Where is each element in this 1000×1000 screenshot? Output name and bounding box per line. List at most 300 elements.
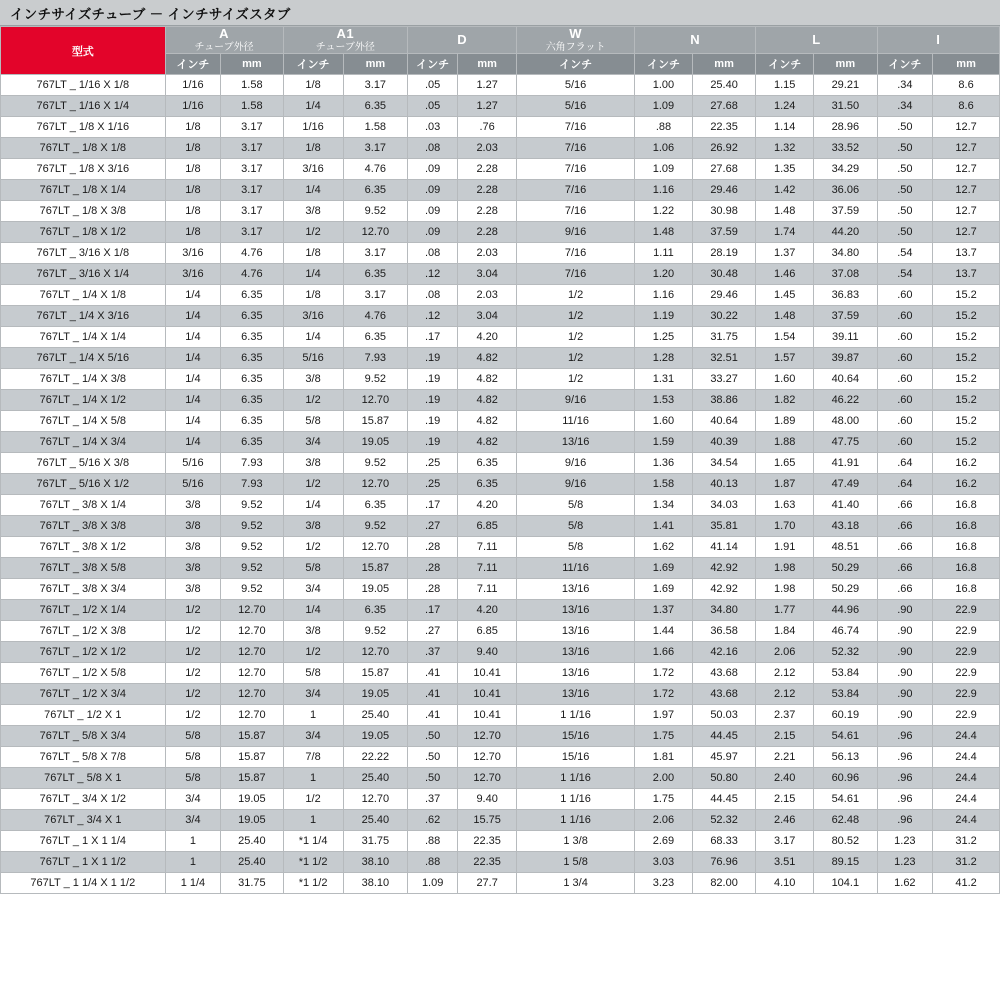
cell-value: 1.46 <box>756 264 814 285</box>
cell-model: 767LT _ 1/16 X 1/8 <box>1 75 166 96</box>
header-unit-9: インチ <box>756 54 814 75</box>
cell-value: 6.35 <box>221 285 283 306</box>
cell-value: 9.40 <box>458 642 517 663</box>
cell-value: 12.70 <box>343 642 408 663</box>
table-row <box>1 810 1000 831</box>
cell-value: 19.05 <box>221 789 283 810</box>
header-group-row <box>1 27 1000 54</box>
cell-value: 40.64 <box>692 411 755 432</box>
cell-value: 15.2 <box>933 390 1000 411</box>
cell-value: .50 <box>877 180 933 201</box>
cell-value: 1/4 <box>165 390 221 411</box>
table-row <box>1 243 1000 264</box>
cell-value: 44.45 <box>692 789 755 810</box>
header-group-W-sub: 六角フラット <box>545 41 606 53</box>
cell-value: 1.59 <box>635 432 693 453</box>
cell-value: 1/4 <box>165 327 221 348</box>
cell-value: 3/8 <box>165 537 221 558</box>
cell-value: 1/8 <box>165 138 221 159</box>
cell-value: 3.23 <box>635 873 693 894</box>
cell-value: 1.16 <box>635 285 693 306</box>
header-model: 型式 <box>1 27 166 75</box>
cell-value: .25 <box>408 474 458 495</box>
cell-value: 15.87 <box>343 663 408 684</box>
cell-value: 1/4 <box>165 348 221 369</box>
cell-value: 40.64 <box>814 369 877 390</box>
cell-value: 6.35 <box>221 369 283 390</box>
cell-value: 3.51 <box>756 852 814 873</box>
cell-value: 22.9 <box>933 621 1000 642</box>
cell-value: 2.28 <box>458 222 517 243</box>
cell-value: 4.76 <box>221 264 283 285</box>
cell-value: 1.60 <box>635 411 693 432</box>
cell-value: .50 <box>877 222 933 243</box>
cell-value: 28.96 <box>814 117 877 138</box>
cell-value: 34.80 <box>692 600 755 621</box>
cell-value: 41.14 <box>692 537 755 558</box>
cell-value: 1.23 <box>877 852 933 873</box>
cell-value: 1.36 <box>635 453 693 474</box>
cell-value: 3/4 <box>165 789 221 810</box>
cell-value: 53.84 <box>814 663 877 684</box>
cell-value: 2.28 <box>458 201 517 222</box>
cell-value: 15.2 <box>933 327 1000 348</box>
cell-value: 42.92 <box>692 558 755 579</box>
cell-value: 31.75 <box>343 831 408 852</box>
table-header <box>1 27 1000 75</box>
cell-value: 48.00 <box>814 411 877 432</box>
cell-value: 1/2 <box>283 222 343 243</box>
cell-value: 13/16 <box>517 579 635 600</box>
cell-value: 7.93 <box>221 474 283 495</box>
cell-value: 7/16 <box>517 264 635 285</box>
cell-value: .28 <box>408 537 458 558</box>
cell-value: 1.34 <box>635 495 693 516</box>
cell-value: 13/16 <box>517 600 635 621</box>
cell-value: 33.52 <box>814 138 877 159</box>
cell-value: 54.61 <box>814 789 877 810</box>
cell-value: 44.45 <box>692 726 755 747</box>
table-row <box>1 222 1000 243</box>
cell-value: 30.48 <box>692 264 755 285</box>
cell-value: 15.2 <box>933 369 1000 390</box>
cell-value: 3/8 <box>165 579 221 600</box>
table-row <box>1 411 1000 432</box>
cell-value: .17 <box>408 600 458 621</box>
cell-model: 767LT _ 1/4 X 3/8 <box>1 369 166 390</box>
cell-value: 1 <box>283 705 343 726</box>
cell-value: 6.35 <box>343 96 408 117</box>
cell-value: 7/16 <box>517 201 635 222</box>
cell-value: 5/16 <box>165 474 221 495</box>
cell-value: 3/4 <box>283 432 343 453</box>
cell-value: 1/4 <box>165 411 221 432</box>
cell-value: 3/16 <box>165 243 221 264</box>
cell-value: 9.52 <box>221 537 283 558</box>
cell-value: .25 <box>408 453 458 474</box>
cell-value: .66 <box>877 558 933 579</box>
cell-value: 50.80 <box>692 768 755 789</box>
cell-value: 11/16 <box>517 558 635 579</box>
cell-value: 1.63 <box>756 495 814 516</box>
cell-value: 2.06 <box>756 642 814 663</box>
header-unit-3: mm <box>343 54 408 75</box>
cell-value: 4.76 <box>343 306 408 327</box>
cell-value: 1/4 <box>165 285 221 306</box>
cell-value: 52.32 <box>814 642 877 663</box>
cell-model: 767LT _ 1 X 1 1/2 <box>1 852 166 873</box>
cell-value: 5/8 <box>165 747 221 768</box>
cell-value: 89.15 <box>814 852 877 873</box>
cell-value: 1.06 <box>635 138 693 159</box>
cell-value: .28 <box>408 579 458 600</box>
cell-model: 767LT _ 5/8 X 3/4 <box>1 726 166 747</box>
cell-value: 28.19 <box>692 243 755 264</box>
cell-value: .60 <box>877 390 933 411</box>
cell-value: 9.52 <box>343 453 408 474</box>
cell-value: 38.86 <box>692 390 755 411</box>
table-row <box>1 138 1000 159</box>
cell-value: .08 <box>408 285 458 306</box>
cell-value: 9.40 <box>458 789 517 810</box>
cell-value: 1/8 <box>283 138 343 159</box>
cell-value: 1/2 <box>165 663 221 684</box>
cell-value: 12.7 <box>933 117 1000 138</box>
cell-value: 7.11 <box>458 537 517 558</box>
cell-value: 1/2 <box>283 537 343 558</box>
cell-value: 16.8 <box>933 579 1000 600</box>
cell-value: 24.4 <box>933 789 1000 810</box>
cell-value: 5/8 <box>283 411 343 432</box>
cell-value: 38.10 <box>343 852 408 873</box>
cell-model: 767LT _ 1/8 X 1/4 <box>1 180 166 201</box>
cell-value: 1.98 <box>756 558 814 579</box>
cell-value: 1 1/16 <box>517 810 635 831</box>
cell-value: 12.70 <box>343 222 408 243</box>
cell-value: .05 <box>408 96 458 117</box>
cell-value: 36.58 <box>692 621 755 642</box>
cell-value: 1.62 <box>877 873 933 894</box>
cell-value: 16.8 <box>933 495 1000 516</box>
cell-value: 1/2 <box>165 600 221 621</box>
cell-value: 1/2 <box>283 390 343 411</box>
cell-value: 25.40 <box>343 705 408 726</box>
cell-value: 1/2 <box>517 285 635 306</box>
cell-value: 2.00 <box>635 768 693 789</box>
cell-value: .41 <box>408 684 458 705</box>
table-row <box>1 75 1000 96</box>
cell-value: 6.35 <box>343 495 408 516</box>
table-row <box>1 432 1000 453</box>
cell-value: 1.27 <box>458 96 517 117</box>
cell-value: 8.6 <box>933 96 1000 117</box>
cell-value: 6.35 <box>221 390 283 411</box>
table-row <box>1 768 1000 789</box>
cell-value: .90 <box>877 705 933 726</box>
cell-value: *1 1/4 <box>283 831 343 852</box>
cell-value: 31.50 <box>814 96 877 117</box>
cell-value: 12.70 <box>343 474 408 495</box>
cell-value: 1.70 <box>756 516 814 537</box>
cell-value: 5/8 <box>517 516 635 537</box>
cell-value: 1.31 <box>635 369 693 390</box>
cell-value: 40.39 <box>692 432 755 453</box>
cell-model: 767LT _ 3/8 X 5/8 <box>1 558 166 579</box>
cell-value: 2.12 <box>756 663 814 684</box>
cell-value: .12 <box>408 264 458 285</box>
cell-value: 1/16 <box>165 96 221 117</box>
cell-value: 6.85 <box>458 516 517 537</box>
cell-value: 1/16 <box>165 75 221 96</box>
cell-value: 1.09 <box>408 873 458 894</box>
cell-value: 13.7 <box>933 264 1000 285</box>
cell-value: 15/16 <box>517 747 635 768</box>
cell-value: 6.35 <box>221 306 283 327</box>
cell-value: .19 <box>408 348 458 369</box>
cell-value: 12.70 <box>221 663 283 684</box>
cell-model: 767LT _ 1/2 X 3/8 <box>1 621 166 642</box>
cell-value: 3.17 <box>221 117 283 138</box>
cell-value: 54.61 <box>814 726 877 747</box>
cell-value: 1/4 <box>283 264 343 285</box>
cell-value: 42.92 <box>692 579 755 600</box>
cell-value: .90 <box>877 600 933 621</box>
table-row <box>1 684 1000 705</box>
cell-value: 9.52 <box>343 621 408 642</box>
sheet-title-bar <box>0 0 1000 26</box>
cell-value: 1/2 <box>165 621 221 642</box>
cell-value: 1 <box>283 810 343 831</box>
cell-value: .09 <box>408 222 458 243</box>
cell-value: .96 <box>877 768 933 789</box>
cell-value: 2.37 <box>756 705 814 726</box>
cell-value: 3/8 <box>283 201 343 222</box>
cell-value: 3/8 <box>165 495 221 516</box>
cell-model: 767LT _ 3/8 X 3/4 <box>1 579 166 600</box>
header-group-I-main: I <box>936 31 941 47</box>
cell-value: 43.18 <box>814 516 877 537</box>
cell-value: 1/4 <box>165 306 221 327</box>
cell-value: 42.16 <box>692 642 755 663</box>
cell-value: 6.85 <box>458 621 517 642</box>
cell-value: 2.40 <box>756 768 814 789</box>
cell-value: 1.98 <box>756 579 814 600</box>
cell-value: 1.97 <box>635 705 693 726</box>
cell-value: .66 <box>877 579 933 600</box>
cell-value: 15.87 <box>221 768 283 789</box>
cell-value: 24.4 <box>933 810 1000 831</box>
cell-value: 1/4 <box>165 369 221 390</box>
cell-value: 30.22 <box>692 306 755 327</box>
cell-value: 6.35 <box>343 600 408 621</box>
cell-value: 3.17 <box>343 243 408 264</box>
cell-value: 37.08 <box>814 264 877 285</box>
cell-value: 1.66 <box>635 642 693 663</box>
cell-value: 22.35 <box>692 117 755 138</box>
cell-value: 3.03 <box>635 852 693 873</box>
cell-value: 31.2 <box>933 831 1000 852</box>
cell-value: 2.06 <box>635 810 693 831</box>
cell-value: 1/4 <box>283 600 343 621</box>
cell-value: 2.12 <box>756 684 814 705</box>
cell-value: 2.03 <box>458 243 517 264</box>
cell-value: .64 <box>877 453 933 474</box>
cell-value: 1/2 <box>283 789 343 810</box>
cell-value: 4.10 <box>756 873 814 894</box>
header-unit-11: インチ <box>877 54 933 75</box>
cell-value: .96 <box>877 747 933 768</box>
cell-value: 22.22 <box>343 747 408 768</box>
cell-value: 29.46 <box>692 285 755 306</box>
cell-value: 12.7 <box>933 159 1000 180</box>
cell-value: 7.93 <box>221 453 283 474</box>
cell-value: 1.88 <box>756 432 814 453</box>
cell-value: .60 <box>877 432 933 453</box>
cell-value: 3/8 <box>283 621 343 642</box>
cell-value: 12.70 <box>221 621 283 642</box>
cell-value: 1.00 <box>635 75 693 96</box>
cell-value: 9.52 <box>343 201 408 222</box>
cell-value: 1 1/4 <box>165 873 221 894</box>
cell-value: 44.96 <box>814 600 877 621</box>
cell-value: .19 <box>408 432 458 453</box>
cell-value: 3.17 <box>343 285 408 306</box>
cell-value: 34.54 <box>692 453 755 474</box>
cell-value: 3/4 <box>283 684 343 705</box>
cell-value: 31.75 <box>221 873 283 894</box>
cell-value: 7/16 <box>517 243 635 264</box>
cell-value: 1/8 <box>165 201 221 222</box>
cell-value: 6.35 <box>221 327 283 348</box>
cell-value: 37.59 <box>814 201 877 222</box>
cell-value: 1.74 <box>756 222 814 243</box>
cell-value: 1.16 <box>635 180 693 201</box>
cell-value: 50.03 <box>692 705 755 726</box>
cell-value: .34 <box>877 96 933 117</box>
cell-value: 16.8 <box>933 537 1000 558</box>
cell-value: 45.97 <box>692 747 755 768</box>
cell-value: 12.70 <box>343 537 408 558</box>
cell-value: 3/4 <box>283 726 343 747</box>
cell-value: 5/8 <box>283 663 343 684</box>
header-unit-0: インチ <box>165 54 221 75</box>
cell-value: .76 <box>458 117 517 138</box>
cell-value: 15/16 <box>517 726 635 747</box>
cell-value: 25.40 <box>343 768 408 789</box>
cell-model: 767LT _ 1/4 X 1/4 <box>1 327 166 348</box>
cell-value: .50 <box>877 201 933 222</box>
cell-value: .60 <box>877 411 933 432</box>
cell-value: 1.54 <box>756 327 814 348</box>
cell-value: 82.00 <box>692 873 755 894</box>
cell-value: 5/8 <box>517 537 635 558</box>
header-group-I <box>877 27 999 54</box>
cell-value: 24.4 <box>933 768 1000 789</box>
cell-value: 46.74 <box>814 621 877 642</box>
table-row <box>1 537 1000 558</box>
cell-value: 1/4 <box>165 432 221 453</box>
cell-value: 1 3/4 <box>517 873 635 894</box>
cell-value: 12.70 <box>221 600 283 621</box>
cell-value: 1/2 <box>165 705 221 726</box>
cell-value: 1 1/16 <box>517 705 635 726</box>
cell-value: 34.29 <box>814 159 877 180</box>
table-row <box>1 516 1000 537</box>
cell-value: 22.35 <box>458 831 517 852</box>
cell-value: 3.17 <box>221 222 283 243</box>
cell-value: 1.57 <box>756 348 814 369</box>
cell-value: 7.11 <box>458 558 517 579</box>
cell-value: 11/16 <box>517 411 635 432</box>
cell-value: 24.4 <box>933 747 1000 768</box>
table-row <box>1 621 1000 642</box>
cell-value: 19.05 <box>343 726 408 747</box>
cell-value: 1.45 <box>756 285 814 306</box>
table-row <box>1 558 1000 579</box>
cell-value: 1.72 <box>635 684 693 705</box>
cell-value: .64 <box>877 474 933 495</box>
table-row <box>1 285 1000 306</box>
table-row <box>1 159 1000 180</box>
cell-value: 1 3/8 <box>517 831 635 852</box>
cell-value: 19.05 <box>221 810 283 831</box>
header-unit-4: インチ <box>408 54 458 75</box>
cell-value: 4.82 <box>458 348 517 369</box>
cell-value: 3/8 <box>283 516 343 537</box>
cell-value: 40.13 <box>692 474 755 495</box>
header-group-A1-main: A1 <box>336 26 355 41</box>
table-row <box>1 180 1000 201</box>
header-group-A1-sub: チューブ外径 <box>315 41 375 53</box>
cell-value: 6.35 <box>458 453 517 474</box>
cell-value: .17 <box>408 495 458 516</box>
cell-value: 1 1/16 <box>517 789 635 810</box>
cell-value: .09 <box>408 201 458 222</box>
cell-value: 1.28 <box>635 348 693 369</box>
cell-model: 767LT _ 1/4 X 5/8 <box>1 411 166 432</box>
cell-value: .62 <box>408 810 458 831</box>
cell-value: 3/8 <box>165 558 221 579</box>
cell-value: 1/2 <box>517 306 635 327</box>
cell-value: .54 <box>877 264 933 285</box>
cell-value: 22.9 <box>933 705 1000 726</box>
cell-value: 1/2 <box>283 474 343 495</box>
cell-value: .60 <box>877 327 933 348</box>
table-row <box>1 663 1000 684</box>
cell-model: 767LT _ 1/4 X 1/8 <box>1 285 166 306</box>
cell-value: 3.17 <box>756 831 814 852</box>
cell-value: 12.70 <box>458 768 517 789</box>
cell-value: 2.15 <box>756 789 814 810</box>
cell-value: 41.91 <box>814 453 877 474</box>
table-row <box>1 495 1000 516</box>
cell-value: 1 <box>283 768 343 789</box>
cell-value: 13/16 <box>517 684 635 705</box>
cell-value: 39.87 <box>814 348 877 369</box>
cell-value: 1.37 <box>756 243 814 264</box>
cell-value: 1/8 <box>165 117 221 138</box>
table-row <box>1 747 1000 768</box>
cell-value: .50 <box>408 726 458 747</box>
cell-value: 1.48 <box>635 222 693 243</box>
cell-value: 3.17 <box>221 138 283 159</box>
cell-value: .60 <box>877 369 933 390</box>
cell-value: .96 <box>877 726 933 747</box>
table-row <box>1 264 1000 285</box>
cell-value: .96 <box>877 810 933 831</box>
cell-value: .60 <box>877 348 933 369</box>
cell-value: 33.27 <box>692 369 755 390</box>
